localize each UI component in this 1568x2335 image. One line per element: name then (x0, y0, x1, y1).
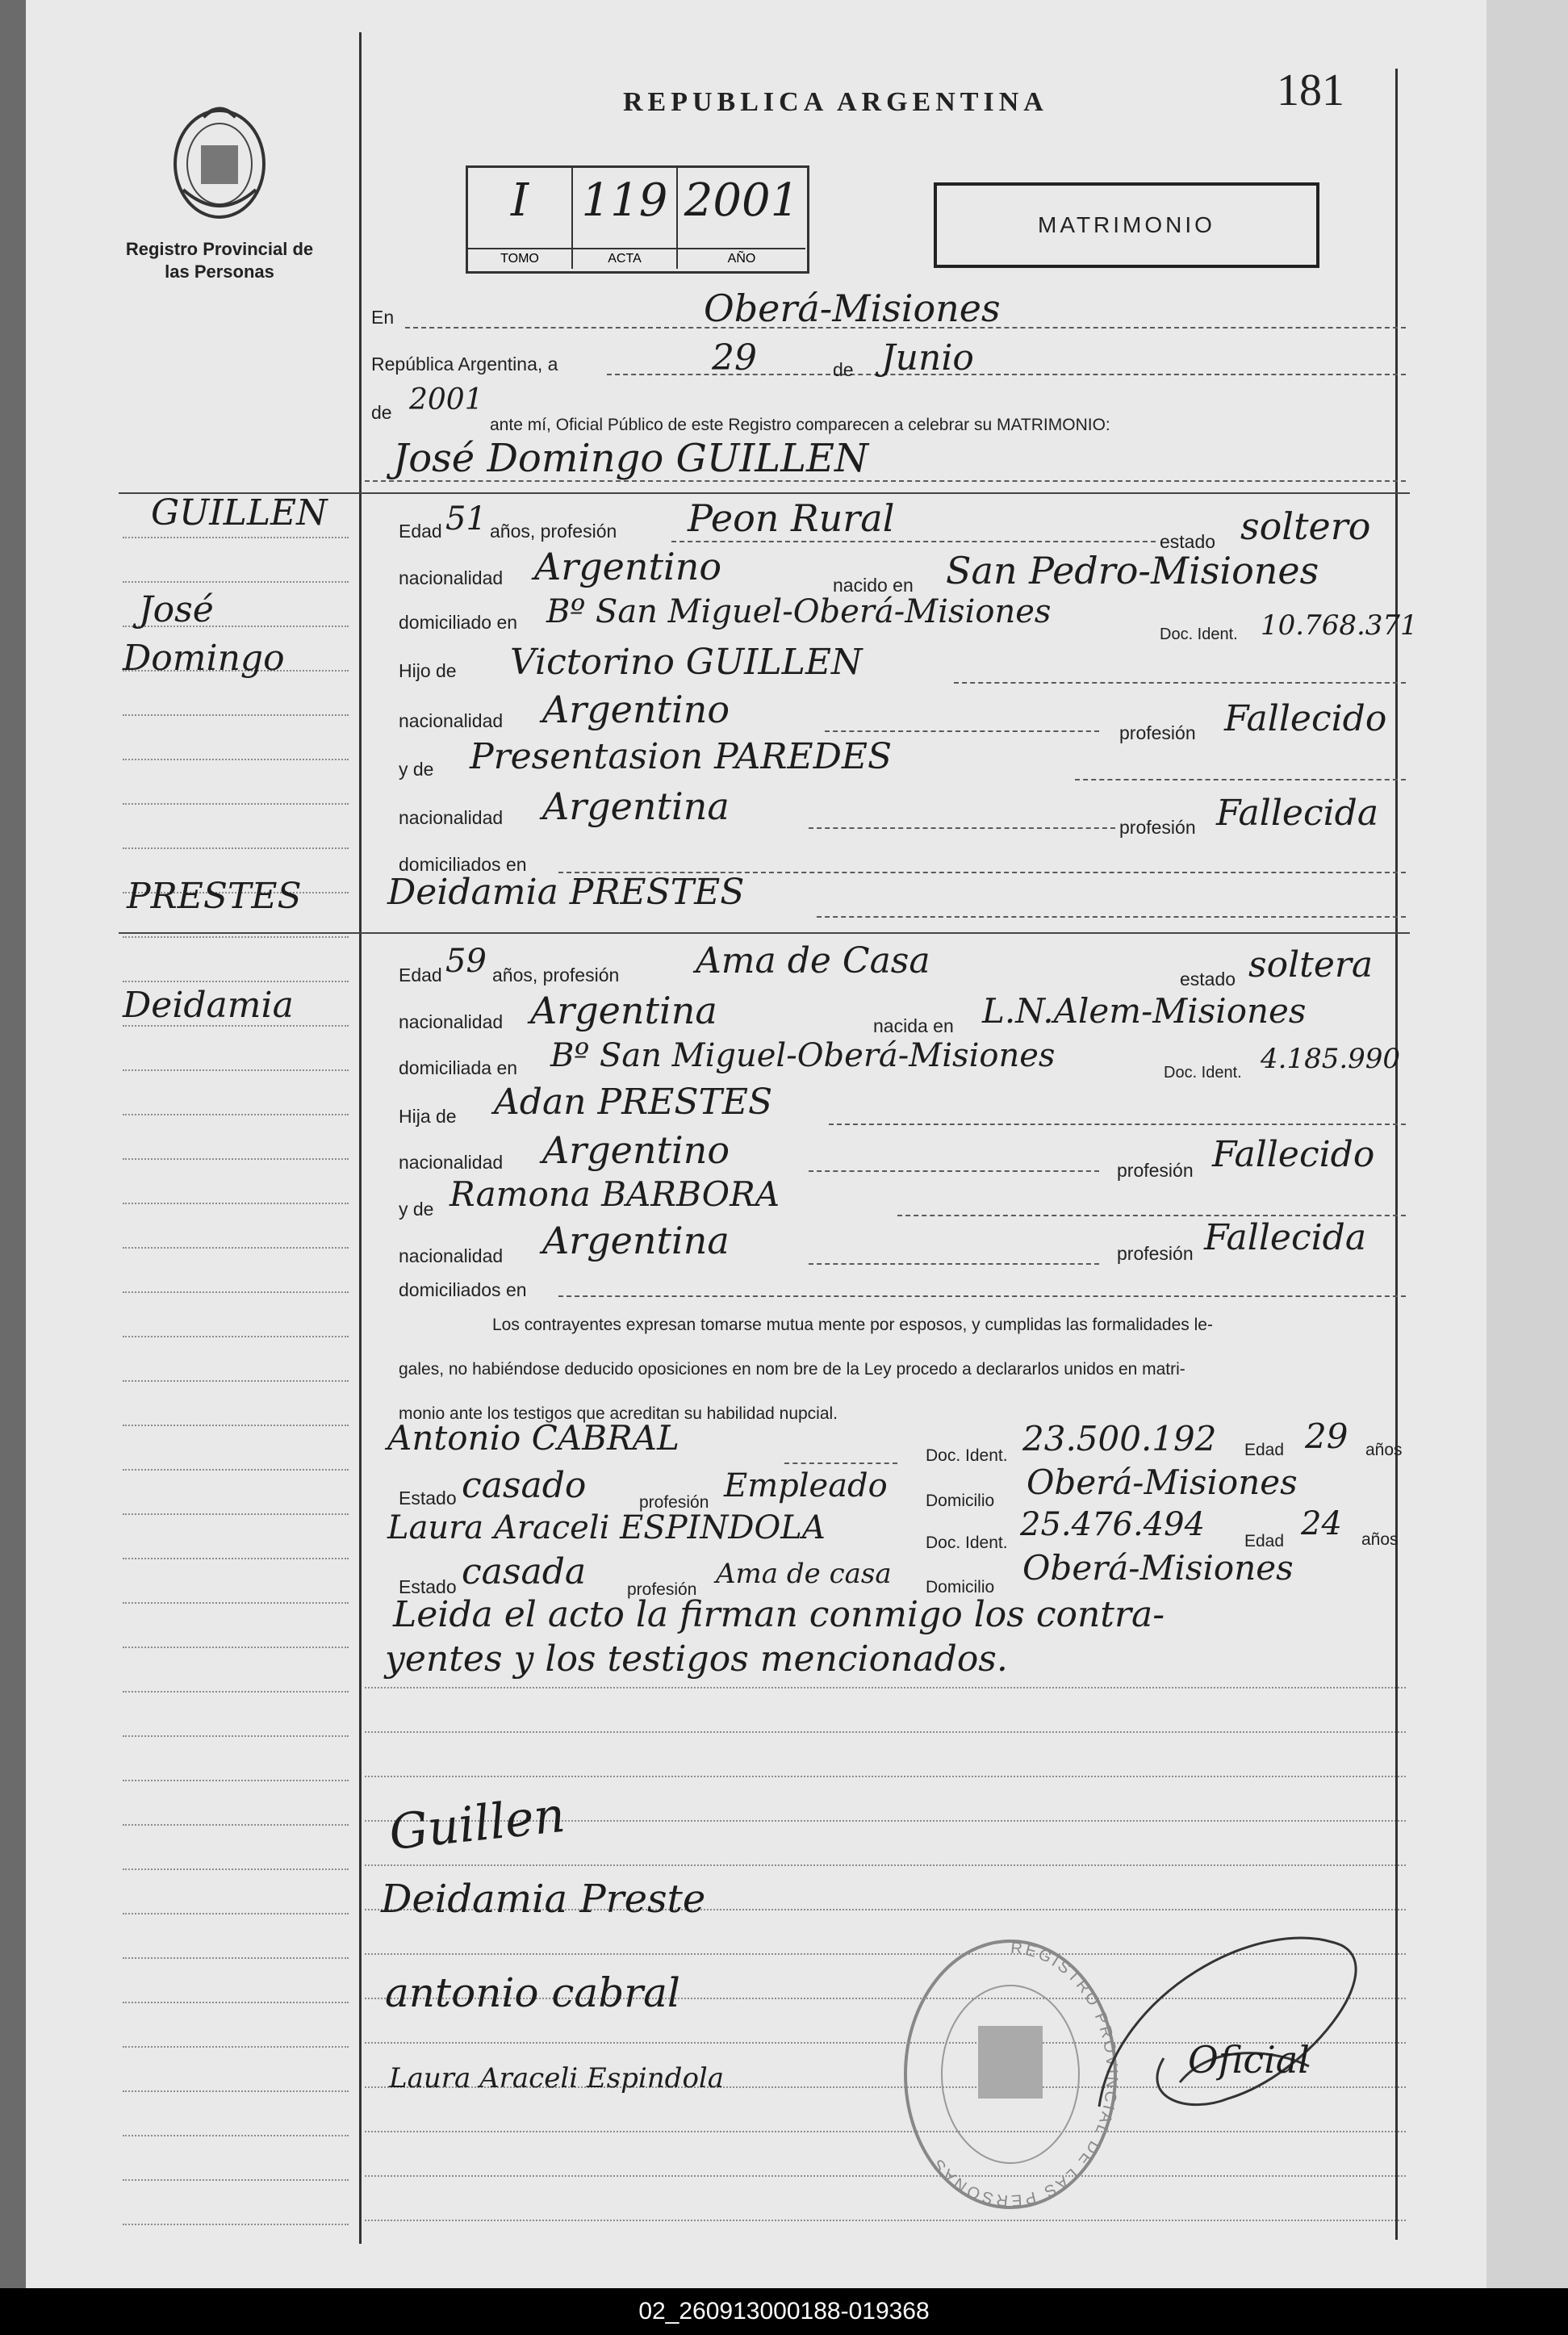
margin-rule (123, 936, 349, 938)
margin-rule (123, 1513, 349, 1515)
margin-groom-name-2: Domingo (123, 638, 285, 679)
witness-2-prof-label: profesión (627, 1580, 697, 1599)
bride-padre-nac: Argentino (542, 1128, 730, 1172)
groom-edad-label: Edad (399, 521, 442, 542)
groom-padre-nac-label: nacionalidad (399, 710, 504, 731)
seal-text: REGISTRO PROVINCIAL DE LAS PERSONAS (927, 1939, 1121, 2210)
margin-rule (123, 847, 349, 849)
year-value: 2001 (409, 383, 483, 416)
bride-edad: 59 (445, 943, 487, 980)
groom-edad: 51 (445, 500, 487, 538)
bride-madre-nac-label: nacionalidad (399, 1245, 504, 1266)
bride-edad-label: Edad (399, 965, 442, 985)
body-rule (365, 1864, 1406, 1866)
groom-madre: Presentasion PAREDES (470, 736, 893, 777)
witness-1-line (784, 1463, 897, 1464)
signature-groom: Guillen (386, 1786, 568, 1862)
bride-domiciliados-label: domiciliados en (399, 1279, 527, 1300)
bride-madre: Ramona BARBORA (449, 1174, 780, 1214)
bride-anos-label: años, profesión (492, 965, 620, 985)
bride-estado-label: estado (1180, 969, 1236, 990)
tomo-value: I (510, 174, 529, 227)
margin-rule (123, 1913, 349, 1914)
official-signature-icon (1067, 1897, 1390, 2163)
closing-line-2: yentes y los testigos mencionados. (385, 1638, 1008, 1680)
bride-name-line (817, 916, 1406, 918)
record-type-box: MATRIMONIO (934, 182, 1319, 268)
witness-1-dom: Oberá-Misiones (1027, 1463, 1298, 1502)
bride-doc-label: Doc. Ident. (1164, 1064, 1242, 1082)
margin-rule (123, 1203, 349, 1204)
bride-nacida-label: nacida en (873, 1015, 954, 1036)
acta-value: 119 (581, 174, 668, 227)
groom-madre-prof-label: profesión (1119, 817, 1196, 838)
de-label: de (833, 359, 854, 380)
witness-1-doc-label: Doc. Ident. (926, 1446, 1008, 1465)
groom-domiciliados-label: domiciliados en (399, 854, 527, 875)
witness-1-edad: 29 (1305, 1416, 1348, 1456)
ano-value: 2001 (684, 174, 800, 227)
bride-nac-label: nacionalidad (399, 1011, 504, 1032)
witness-2-estado-label: Estado (399, 1576, 457, 1597)
margin-rule (123, 2002, 349, 2003)
margin-bride-surname: PRESTES (127, 876, 302, 917)
groom-dom-label: domiciliado en (399, 612, 518, 633)
tomo-cell (468, 168, 573, 269)
bride-madre-nac-line (809, 1263, 1099, 1265)
groom-estado-label: estado (1160, 531, 1216, 552)
groom-madre-nac-label: nacionalidad (399, 807, 504, 828)
bride-padre-line (829, 1124, 1406, 1125)
bride-domiciliados-line (558, 1295, 1406, 1297)
margin-rule (123, 1647, 349, 1648)
bride-profesion: Ama de Casa (696, 940, 930, 981)
bride-madre-nac: Argentina (542, 1219, 730, 1262)
witness-1-name: Antonio CABRAL (387, 1418, 679, 1458)
margin-bride-name: Deidamia (123, 985, 294, 1026)
witness-1-edad-label: Edad (1244, 1441, 1285, 1459)
groom-padre-label: Hijo de (399, 660, 457, 681)
groom-padre-line (954, 682, 1406, 684)
groom-doc: 10.768.371 (1261, 609, 1418, 642)
image-id-footer: 02_260913000188-019368 (0, 2288, 1568, 2335)
margin-rule (123, 1336, 349, 1337)
witness-1-prof: Empleado (724, 1467, 888, 1504)
body-rule (365, 1687, 1406, 1688)
margin-rule (123, 1868, 349, 1870)
right-margin-line (1395, 69, 1398, 2240)
margin-rule (123, 1380, 349, 1382)
acta-box (466, 165, 809, 274)
groom-padre-nac-line (825, 730, 1099, 732)
acta-cell (573, 168, 678, 269)
margin-rule (123, 2046, 349, 2048)
bride-nacida: L.N.Alem-Misiones (982, 991, 1307, 1031)
margin-rule (123, 1247, 349, 1249)
margin-rule (123, 1114, 349, 1115)
groom-padre-prof-label: profesión (1119, 722, 1196, 743)
margin-rule (123, 1602, 349, 1604)
margin-rule (123, 2224, 349, 2225)
margin-rule (123, 1069, 349, 1071)
groom-estado: soltero (1240, 504, 1371, 548)
ano-cell (678, 168, 805, 269)
bride-nacionalidad: Argentina (530, 989, 717, 1032)
bride-madre-prof: Fallecida (1204, 1217, 1367, 1258)
groom-padre: Victorino GUILLEN (510, 642, 863, 683)
registry-office-label: Registro Provincial de las Personas (125, 239, 314, 282)
witness-1-dom-label: Domicilio (926, 1492, 995, 1510)
margin-rule (123, 1558, 349, 1559)
bride-padre: Adan PRESTES (494, 1082, 773, 1123)
groom-prof-line (671, 541, 1156, 542)
margin-groom-surname: GUILLEN (151, 492, 328, 534)
margin-rule (123, 2179, 349, 2181)
book-spine (0, 0, 26, 2335)
closing-line-1: Leida el acto la firman conmigo los contra- (393, 1594, 1165, 1635)
witness-2-doc: 25.476.494 (1020, 1506, 1206, 1543)
signature-witness-1: antonio cabral (385, 1969, 680, 2016)
bride-padre-label: Hija de (399, 1106, 457, 1127)
page-number: 181 (1277, 65, 1344, 115)
margin-divider (359, 32, 362, 2244)
margin-rule (123, 537, 349, 538)
margin-rule (123, 714, 349, 716)
place-value: Oberá-Misiones (704, 287, 1001, 330)
comparecen-text: ante mí, Oficial Público de este Registro comparecen a celebrar su MATRIMONIO: (490, 416, 1110, 434)
margin-rule (123, 581, 349, 583)
republica-label: República Argentina, a (371, 354, 558, 375)
page-title: REPUBLICA ARGENTINA (623, 87, 1048, 117)
groom-name-line (365, 480, 1406, 482)
day-value: 29 (712, 337, 757, 379)
groom-full-name: José Domingo GUILLEN (393, 436, 869, 481)
groom-domicilio: Bº San Miguel-Oberá-Misiones (546, 593, 1052, 630)
bride-full-name: Deidamia PRESTES (387, 872, 745, 913)
bride-padre-prof-label: profesión (1117, 1160, 1194, 1181)
official-signature-text: Oficial (1188, 2038, 1311, 2082)
groom-nac-label: nacionalidad (399, 567, 504, 588)
groom-madre-line (1075, 779, 1406, 780)
year-prefix: de (371, 402, 392, 423)
margin-rule (123, 1735, 349, 1737)
signature-bride: Deidamia Preste (381, 1877, 706, 1922)
ano-label: AÑO (678, 248, 805, 269)
bride-madre-line (897, 1215, 1406, 1216)
witness-2-prof: Ama de casa (716, 1558, 892, 1590)
tomo-label: TOMO (468, 248, 571, 269)
bride-domicilio: Bº San Miguel-Oberá-Misiones (550, 1037, 1056, 1074)
signature-witness-2: Laura Araceli Espindola (389, 2062, 725, 2094)
witness-2-doc-label: Doc. Ident. (926, 1534, 1008, 1552)
witness-1-estado-label: Estado (399, 1488, 457, 1509)
groom-nacionalidad: Argentino (534, 545, 722, 588)
margin-rule (123, 803, 349, 805)
witness-1-estado: casado (462, 1465, 587, 1506)
formula-line-2: gales, no habiéndose deducido oposiciones en nom bre de la Ley procedo a declararlos unidos en matri- (399, 1360, 1185, 1379)
witness-1-doc: 23.500.192 (1022, 1419, 1217, 1458)
margin-rule (123, 1469, 349, 1471)
groom-nacido-label: nacido en (833, 575, 914, 596)
bride-doc: 4.185.990 (1261, 1043, 1401, 1075)
margin-rule (123, 1780, 349, 1781)
bride-padre-nac-line (809, 1170, 1099, 1172)
bride-madre-prof-label: profesión (1117, 1243, 1194, 1264)
groom-doc-label: Doc. Ident. (1160, 626, 1238, 643)
groom-madre-nac-line (809, 827, 1115, 829)
groom-anos-label: años, profesión (490, 521, 617, 542)
page-edge (1486, 0, 1568, 2288)
witness-2-edad-label: Edad (1244, 1532, 1285, 1550)
witness-2-edad: 24 (1301, 1505, 1342, 1542)
margin-rule (123, 759, 349, 760)
bride-madre-label: y de (399, 1199, 434, 1220)
margin-rule (123, 1291, 349, 1293)
body-rule (365, 1731, 1406, 1733)
bride-padre-prof: Fallecido (1212, 1134, 1375, 1175)
margin-rule (123, 1957, 349, 1959)
margin-rule (123, 1425, 349, 1426)
groom-madre-prof: Fallecida (1216, 793, 1379, 834)
formula-line-3: monio ante los testigos que acreditan su habilidad nupcial. (399, 1404, 838, 1423)
groom-profesion: Peon Rural (688, 496, 895, 540)
witness-1-anos-label: años (1365, 1441, 1403, 1459)
acta-label: ACTA (573, 248, 676, 269)
month-value: Junio (881, 337, 974, 379)
bride-divider (119, 932, 1410, 934)
witness-1-prof-label: profesión (639, 1493, 709, 1512)
groom-madre-label: y de (399, 759, 434, 780)
margin-rule (123, 1158, 349, 1160)
bride-estado: soltera (1248, 944, 1374, 985)
witness-2-dom-label: Domicilio (926, 1578, 995, 1596)
groom-padre-prof: Fallecido (1224, 698, 1387, 739)
register-page (26, 0, 1486, 2288)
bride-dom-label: domiciliada en (399, 1057, 518, 1078)
coat-of-arms-icon (167, 101, 272, 222)
witness-2-dom: Oberá-Misiones (1022, 1548, 1294, 1588)
groom-nacido: San Pedro-Misiones (946, 549, 1319, 592)
margin-rule (123, 2090, 349, 2092)
witness-2-anos-label: años (1361, 1530, 1399, 1549)
witness-2-estado: casada (462, 1551, 587, 1592)
margin-rule (123, 1691, 349, 1693)
en-label: En (371, 307, 395, 328)
margin-rule (123, 1824, 349, 1826)
margin-rule (123, 2135, 349, 2136)
witness-2-name: Laura Araceli ESPINDOLA (387, 1509, 826, 1546)
margin-groom-name-1: José (139, 589, 214, 630)
formula-line-1: Los contrayentes expresan tomarse mutua mente por esposos, y cumplidas las formalidades le- (492, 1316, 1213, 1334)
groom-padre-nac: Argentino (542, 688, 730, 731)
body-rule (365, 1776, 1406, 1777)
margin-rule (123, 981, 349, 982)
groom-madre-nac: Argentina (542, 785, 730, 828)
bride-padre-nac-label: nacionalidad (399, 1152, 504, 1173)
